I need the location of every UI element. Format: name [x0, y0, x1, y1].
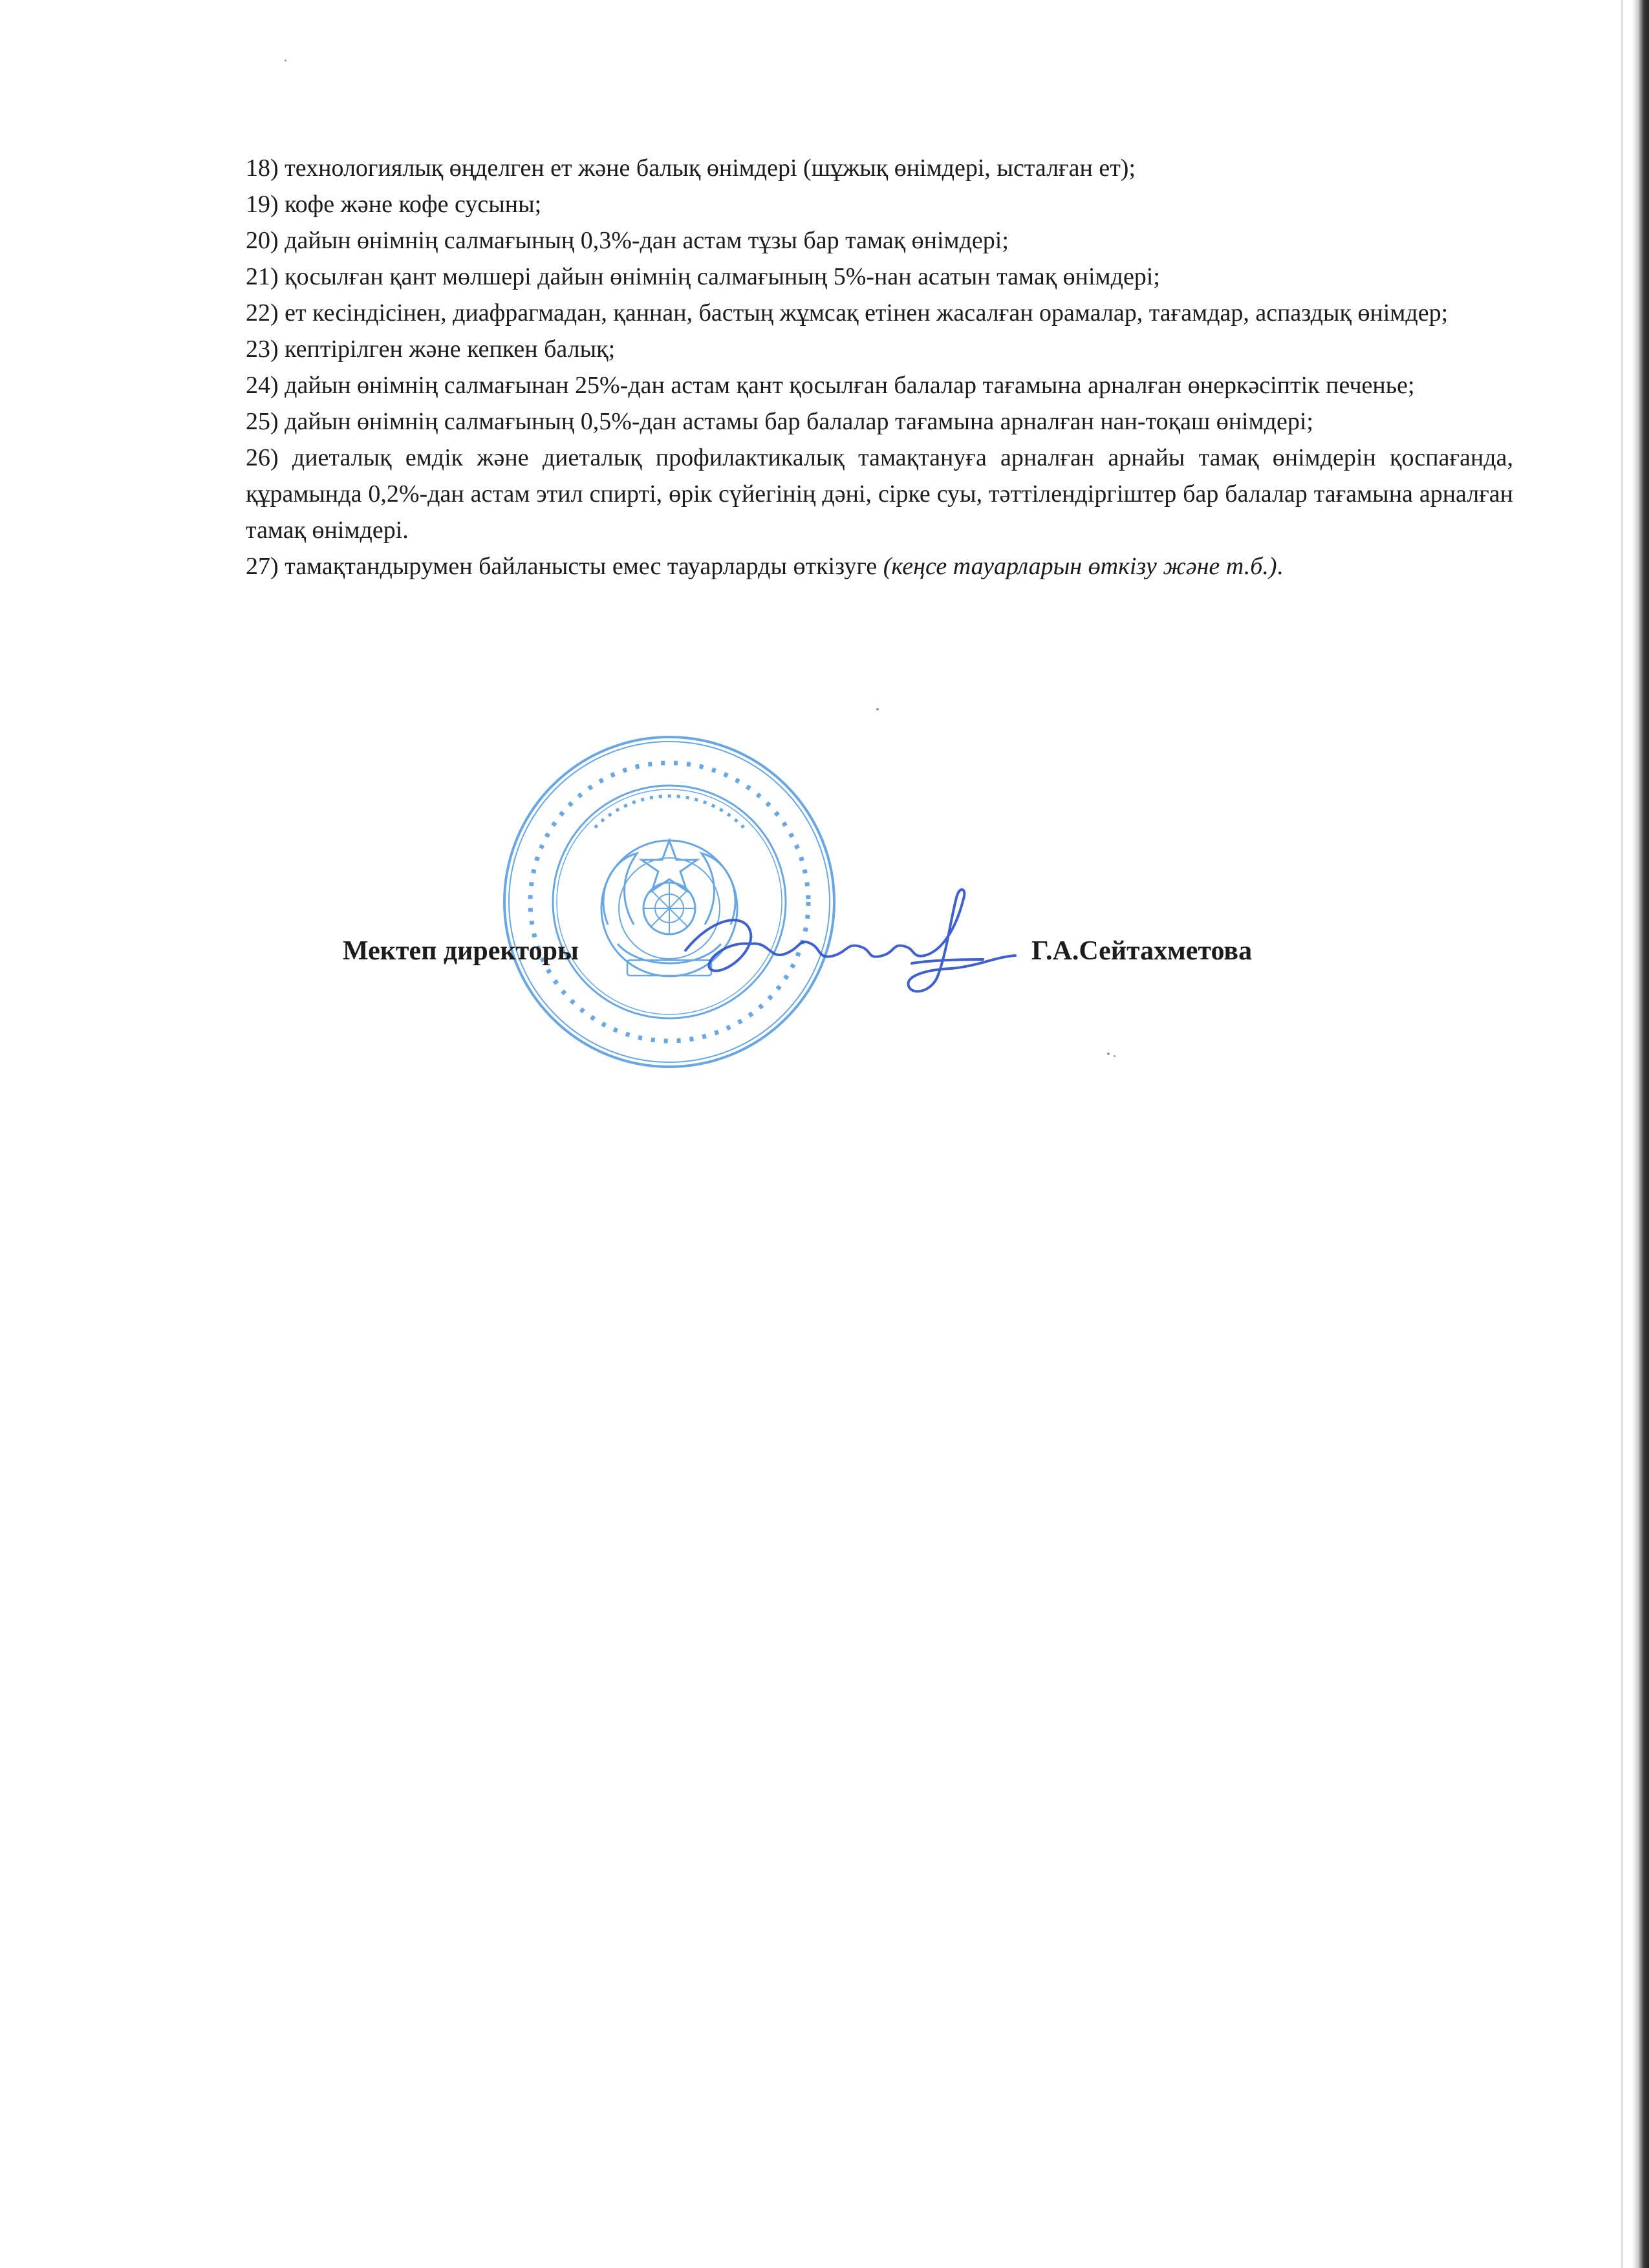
signature-title: Мектеп директоры: [343, 936, 579, 966]
list-item: 21) қосылған қант мөлшері дайын өнімнің салмағының 5%-нан асатын тамақ өнімдері;: [246, 263, 1160, 290]
list-item: 19) кофе және кофе сусыны;: [246, 191, 542, 218]
list-item: 18) технологиялық өңделген ет және балық өнімдері (шұжық өнімдері, ысталған ет);: [246, 155, 1136, 182]
scan-edge-shadow: [1632, 0, 1649, 2268]
list-item: 23) кептірілген және кепкен балық;: [246, 336, 616, 363]
list-item-italic-note: (кеңсе тауарларын өткізу және т.б.): [883, 553, 1277, 580]
list-item: 24) дайын өнімнің салмағынан 25%-дан астам қант қосылған балалар тағамына арналған өнеркәсіптік печенье;: [246, 372, 1415, 399]
scan-speck: [285, 59, 286, 61]
signature-name: Г.А.Сейтахметова: [1031, 936, 1253, 966]
list-item: 22) ет кесіндісінен, диафрагмадан, қаннан, бастың жұмсақ етінен жасалған орамалар, тағамдар, аспаздық өнімдер;: [246, 299, 1449, 326]
list-item: 20) дайын өнімнің салмағының 0,3%-дан астам тұзы бар тамақ өнімдері;: [246, 227, 1009, 254]
list-item: 25) дайын өнімнің салмағының 0,5%-дан астамы бар балалар тағамына арналған нан-тоқаш өнімдері;: [246, 408, 1313, 435]
signature-block: [0, 936, 1649, 974]
scan-speck: [876, 708, 879, 711]
list-item: [246, 548, 1513, 584]
document-text: [246, 150, 1513, 584]
list-item-text: 27) тамақтандырумен байланысты емес тауарларды өткізуге: [246, 553, 883, 580]
scan-speck: [1114, 1055, 1116, 1057]
list-item-tail: .: [1277, 553, 1283, 580]
list-item: 26) диеталық емдік және диеталық профилактикалық тамақтануға арналған арнайы тамақ өнімдерін қоспағанда, құрамында 0,2%-дан астам этил спирті, өрік сүйегінің дәні, сірке суы, тәттілендіргіштер бар балалар тағамына арналған тамақ өнімдері.: [246, 444, 1513, 544]
scan-speck: [1107, 1053, 1110, 1055]
scan-edge-line: [1621, 0, 1623, 2268]
